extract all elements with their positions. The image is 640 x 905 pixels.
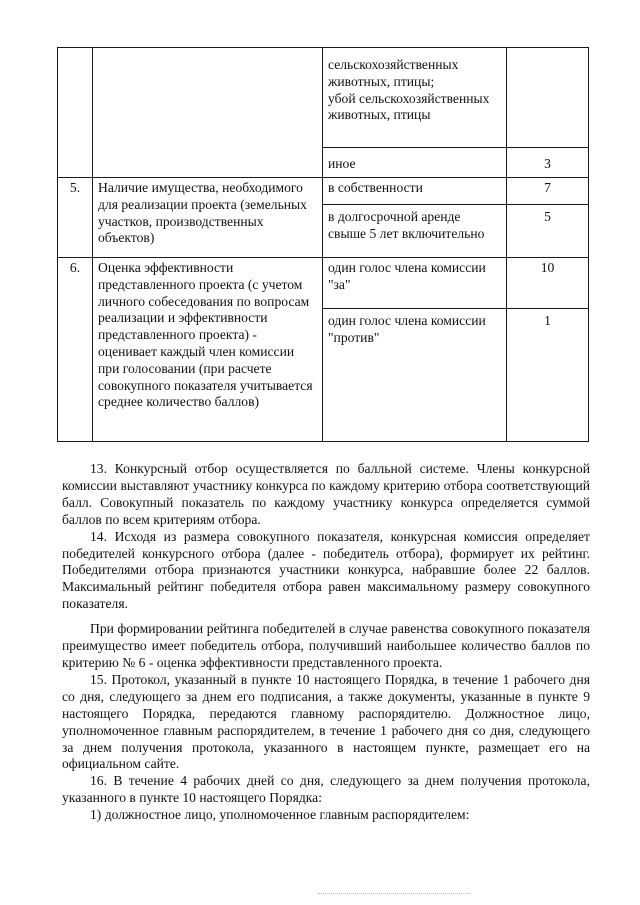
body-text — [62, 461, 590, 824]
option-points: 7 — [507, 178, 589, 205]
paragraph-14-rating: При формировании рейтинга победителей в случае равенства совокупного показателя преимущество имеет победитель отбора, получивший наибольшее количество баллов по критерию № 6 - оценка эффективности представленного проекта. — [62, 621, 590, 670]
row-number — [58, 48, 93, 178]
option-text: иное — [323, 148, 507, 178]
option-points — [507, 48, 589, 148]
paragraph-16: 16. В течение 4 рабочих дней со дня, следующего за днем получения протокола, указанного в пункте 10 настоящего Порядка: — [62, 773, 590, 806]
criteria-table — [57, 47, 589, 442]
criterion-text: Наличие имущества, необходимого для реализации проекта (земельных участков, производственных объектов) — [93, 178, 323, 258]
paragraph-13: 13. Конкурсный отбор осуществляется по балльной системе. Члены конкурсной комиссии выставляют участнику конкурса по каждому критерию отбора соответствующий балл. Совокупный показатель по каждому участнику конкурса определяется суммой баллов по всем критериям отбора. — [62, 461, 590, 527]
footer-divider — [318, 893, 470, 894]
criterion-text: Оценка эффективности представленного проекта (с учетом личного собеседования по вопросам реализации и эффективности представленного проекта) - оценивает каждый член комиссии при голосовании (при расчете совокупного показателя учитывается среднее количество баллов) — [93, 258, 323, 442]
option-text: один голос члена комиссии "против" — [323, 309, 507, 442]
option-text: сельскохозяйственных животных, птицы; убой сельскохозяйственных животных, птицы — [323, 48, 507, 148]
paragraph-14: 14. Исходя из размера совокупного показателя, конкурсная комиссия определяет победителей конкурсного отбора (далее - победитель отбора), формирует их рейтинг. Победителями отбора признаются участники конкурса, набравшие более 22 баллов. Максимальный рейтинг победителя отбора равен максимальному размеру совокупного показателя. — [62, 528, 590, 612]
row-number: 6. — [58, 258, 93, 442]
option-text: один голос члена комиссии "за" — [323, 258, 507, 309]
criterion-text — [93, 48, 323, 178]
option-text: в собственности — [323, 178, 507, 205]
option-points: 1 — [507, 309, 589, 442]
option-text: в долгосрочной аренде свыше 5 лет включительно — [323, 205, 507, 258]
table-row — [58, 178, 589, 205]
paragraph-16-item-1: 1) должностное лицо, уполномоченное главным распорядителем: — [90, 807, 470, 823]
option-points: 3 — [507, 148, 589, 178]
table-row — [58, 48, 589, 148]
option-points: 10 — [507, 258, 589, 309]
paragraph-15: 15. Протокол, указанный в пункте 10 настоящего Порядка, в течение 1 рабочего дня со дня, следующего за днем его подписания, а также документы, указанные в пункте 9 настоящего Порядка, передаются главному распорядителю. Должностное лицо, уполномоченное главным распорядителем, в течение 1 рабочего дня со дня, следующего за днем получения протокола, указанного в настоящем пункте, размещает его на официальном сайте. — [62, 671, 590, 772]
table-row — [58, 258, 589, 309]
row-number: 5. — [58, 178, 93, 258]
option-points: 5 — [507, 205, 589, 258]
